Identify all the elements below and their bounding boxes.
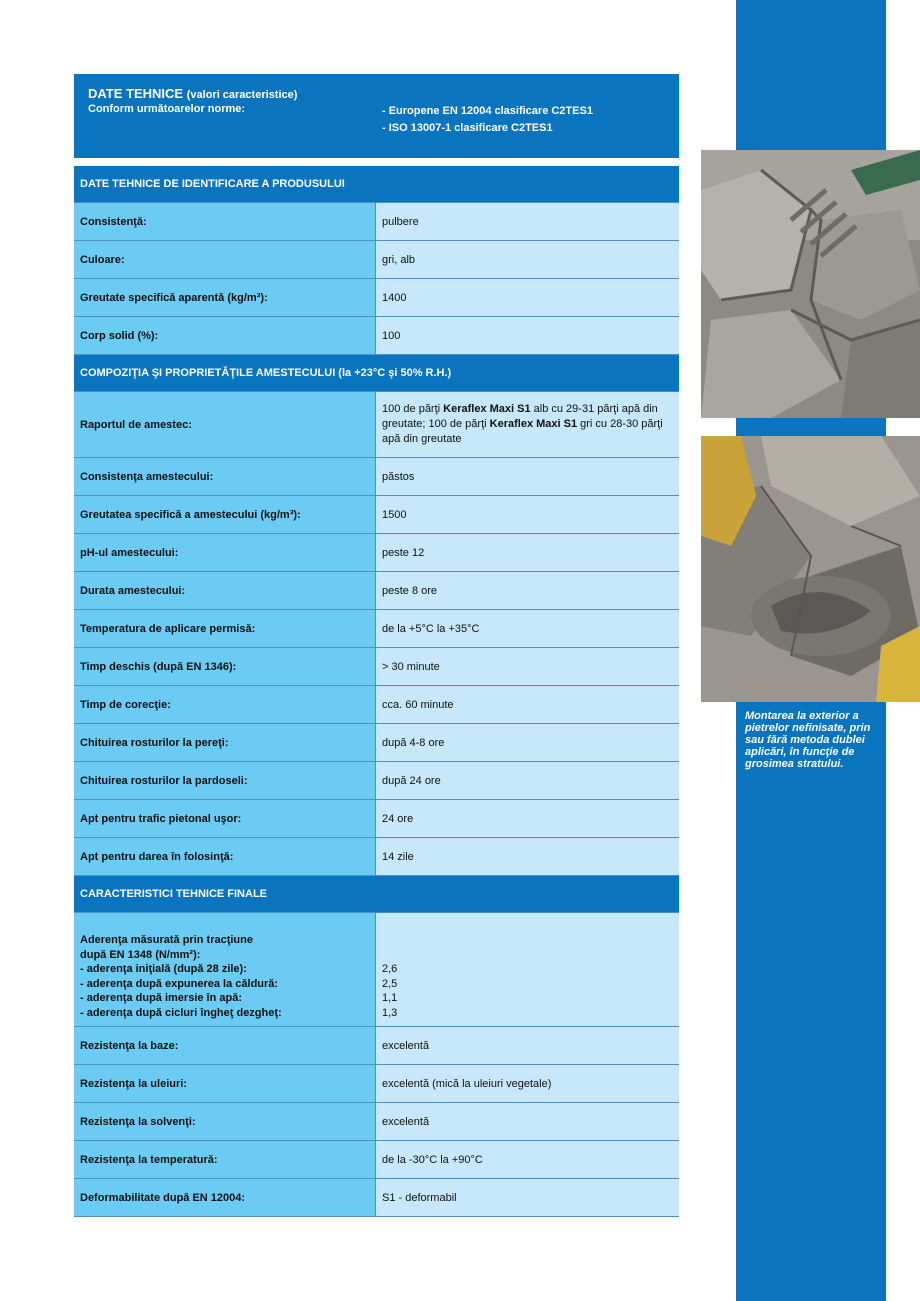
adhesion-line-3: - aderenţa iniţială (după 28 zile): xyxy=(80,963,247,975)
adhesion-value-water: 1,1 xyxy=(382,992,398,1004)
header-title-main: DATE TEHNICE xyxy=(88,86,184,101)
row-label: Rezistenţa la solvenţi: xyxy=(74,1103,376,1140)
mix-product-2: Keraflex Maxi S1 xyxy=(489,418,578,430)
photo-stone-tiles-trowel xyxy=(701,150,920,418)
row-label: Rezistenţa la baze: xyxy=(74,1027,376,1064)
section-identification: DATE TEHNICE DE IDENTIFICARE A PRODUSULUI xyxy=(74,166,679,203)
row-label: Raportul de amestec: xyxy=(74,392,376,457)
table-row xyxy=(74,724,679,762)
norm-iso: - ISO 13007-1 clasificare C2TES1 xyxy=(382,122,553,134)
row-label: Chituirea rosturilor la pardoseli: xyxy=(74,762,376,799)
table-row xyxy=(74,496,679,534)
row-label: Timp de corecţie: xyxy=(74,686,376,723)
row-label: Chituirea rosturilor la pereţi: xyxy=(74,724,376,761)
mix-ratio-text xyxy=(382,402,673,447)
row-value: excelentă xyxy=(376,1027,679,1064)
mix-rows xyxy=(74,458,679,876)
row-label: Corp solid (%): xyxy=(74,317,376,354)
photo-caption: Montarea la exterior a pietrelor nefinisate, prin sau fără metoda dublei aplicări, în funcţie de grosimea stratului. xyxy=(745,710,871,770)
adhesion-value-initial: 2,6 xyxy=(382,963,398,975)
adhesion-line-4: - aderenţa după expunerea la căldură: xyxy=(80,977,279,990)
row-label: Greutatea specifică a amestecului (kg/m³): xyxy=(74,496,376,533)
table-row xyxy=(74,1065,679,1103)
table-row xyxy=(74,762,679,800)
table-row-adhesion xyxy=(74,913,679,1027)
table-header xyxy=(74,74,679,158)
row-value: gri, alb xyxy=(376,241,679,278)
mix-part-2: alb cu 29-31 părţi apă din greutate; 100 de părţi xyxy=(382,403,658,430)
row-value: pulbere xyxy=(376,203,679,240)
table-row-mix-ratio xyxy=(74,392,679,458)
table-row xyxy=(74,838,679,876)
row-label: Apt pentru trafic pietonal uşor: xyxy=(74,800,376,837)
row-value: păstos xyxy=(376,458,679,495)
mix-part-1: 100 de părţi xyxy=(382,403,444,415)
row-label: Apt pentru darea în folosinţă: xyxy=(74,838,376,875)
technical-data-table xyxy=(74,74,679,1217)
adhesion-line-6: - aderenţa după cicluri îngheţ dezgheţ: xyxy=(80,1006,282,1019)
table-row xyxy=(74,458,679,496)
row-value: excelentă (mică la uleiuri vegetale) xyxy=(376,1065,679,1102)
table-row xyxy=(74,534,679,572)
row-value: > 30 minute xyxy=(376,648,679,685)
row-value: 14 zile xyxy=(376,838,679,875)
row-label: Rezistenţa la temperatură: xyxy=(74,1141,376,1178)
table-row xyxy=(74,1103,679,1141)
table-row xyxy=(74,317,679,355)
row-label: Durata amestecului: xyxy=(74,572,376,609)
header-norms xyxy=(382,103,593,137)
row-value: 1400 xyxy=(376,279,679,316)
table-row xyxy=(74,686,679,724)
row-value: 1500 xyxy=(376,496,679,533)
row-label: pH-ul amestecului: xyxy=(74,534,376,571)
row-value: excelentă xyxy=(376,1103,679,1140)
row-label: Culoare: xyxy=(74,241,376,278)
row-value: de la -30°C la +90°C xyxy=(376,1141,679,1178)
table-row xyxy=(74,1179,679,1217)
table-row xyxy=(74,648,679,686)
table-row xyxy=(74,241,679,279)
row-value: peste 8 ore xyxy=(376,572,679,609)
row-label: Consistenţa amestecului: xyxy=(74,458,376,495)
final-rows xyxy=(74,1027,679,1217)
row-value: 100 xyxy=(376,317,679,354)
row-value: cca. 60 minute xyxy=(376,686,679,723)
adhesion-value-freeze: 1,3 xyxy=(382,1006,398,1019)
adhesion-values xyxy=(382,919,397,1020)
section-final-characteristics: CARACTERISTICI TEHNICE FINALE xyxy=(74,876,679,913)
row-label: Timp deschis (după EN 1346): xyxy=(74,648,376,685)
table-row xyxy=(74,203,679,241)
row-label: Rezistenţa la uleiuri: xyxy=(74,1065,376,1102)
table-row xyxy=(74,572,679,610)
mix-part-3: gri cu 28-30 părţi apă din greutate xyxy=(382,418,663,445)
row-label: Deformabilitate după EN 12004: xyxy=(74,1179,376,1216)
adhesion-line-1: Aderenţa măsurată prin tracţiune xyxy=(80,934,253,946)
section-mix-properties: COMPOZIŢIA ŞI PROPRIETĂŢILE AMESTECULUI (la +23°C şi 50% R.H.) xyxy=(74,355,679,392)
identification-rows xyxy=(74,203,679,355)
table-row xyxy=(74,610,679,648)
header-title xyxy=(88,86,297,101)
norm-en: - Europene EN 12004 clasificare C2TES1 xyxy=(382,105,593,117)
table-row xyxy=(74,1027,679,1065)
adhesion-line-2: după EN 1348 (N/mm²): xyxy=(80,948,201,961)
table-row xyxy=(74,279,679,317)
row-value: de la +5°C la +35°C xyxy=(376,610,679,647)
photo-applying-adhesive-tile xyxy=(701,436,920,702)
adhesion-value-heat: 2,5 xyxy=(382,977,398,990)
row-label xyxy=(74,913,376,1026)
row-value xyxy=(376,913,679,1026)
spacer xyxy=(74,158,679,166)
row-value: după 4-8 ore xyxy=(376,724,679,761)
table-row xyxy=(74,1141,679,1179)
row-label: Greutate specifică aparentă (kg/m³): xyxy=(74,279,376,316)
mix-product-1: Keraflex Maxi S1 xyxy=(443,403,531,415)
row-label: Temperatura de aplicare permisă: xyxy=(74,610,376,647)
row-label: Consistenţă: xyxy=(74,203,376,240)
row-value: 24 ore xyxy=(376,800,679,837)
row-value: S1 - deformabil xyxy=(376,1179,679,1216)
row-value xyxy=(376,392,679,457)
adhesion-line-5: - aderenţa după imersie în apă: xyxy=(80,992,242,1004)
header-subtitle: Conform următoarelor norme: xyxy=(88,103,246,115)
row-value: peste 12 xyxy=(376,534,679,571)
adhesion-labels xyxy=(80,919,282,1020)
table-row xyxy=(74,800,679,838)
row-value: după 24 ore xyxy=(376,762,679,799)
header-title-small: (valori caracteristice) xyxy=(186,89,298,101)
